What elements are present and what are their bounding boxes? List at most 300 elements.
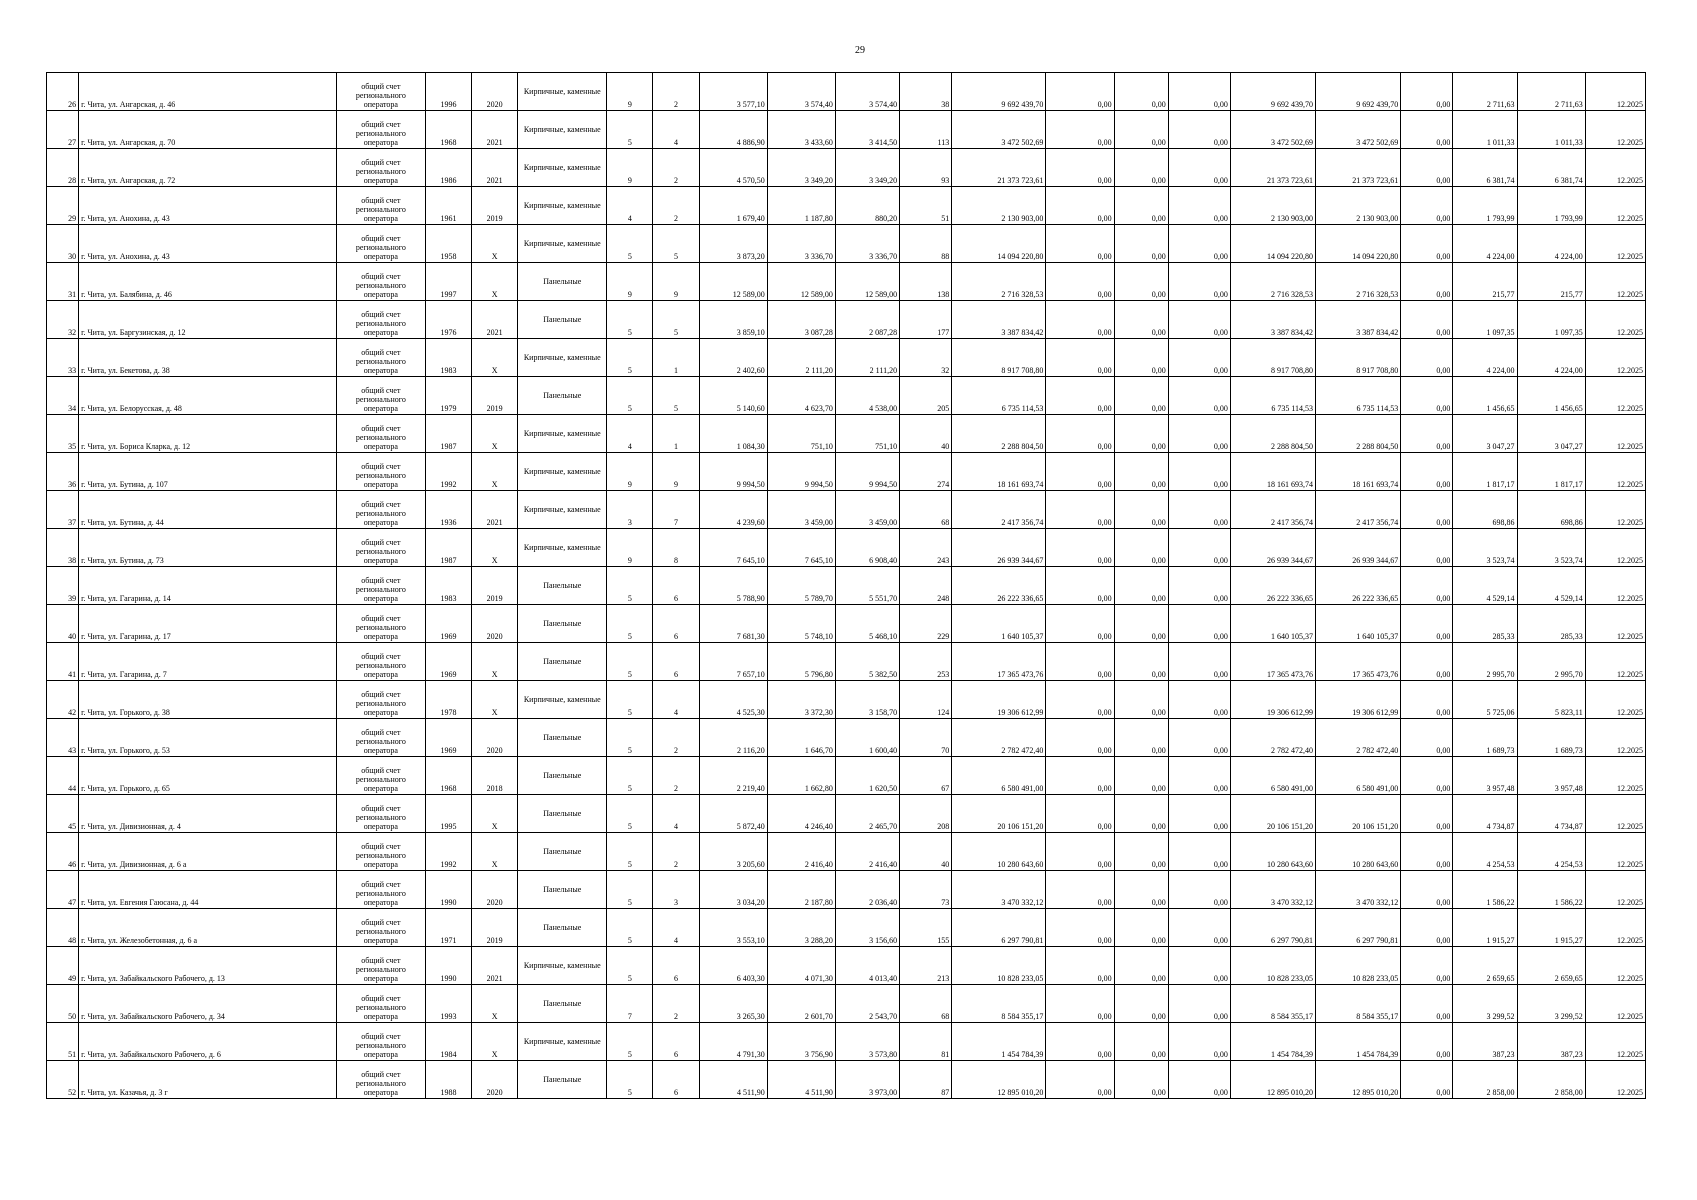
cell-other-funds: 0,00: [1401, 529, 1453, 567]
cell-other-funds: 0,00: [1401, 909, 1453, 947]
cell-residents: 274: [900, 453, 952, 491]
cell-other-funds: 0,00: [1401, 567, 1453, 605]
cell-entrances: 2: [653, 73, 699, 111]
cell-floors: 5: [607, 833, 653, 871]
cell-total-cost: 26 222 336,65: [952, 567, 1046, 605]
cell-row-number: 40: [47, 605, 79, 643]
cell-year-built: 1996: [425, 73, 471, 111]
cell-unit-cost: 4 734,87: [1453, 795, 1517, 833]
cell-owned-area: 3 574,40: [835, 73, 899, 111]
cell-owners-funds: 6 735 114,53: [1230, 377, 1315, 415]
cell-total-area: 3 859,10: [699, 301, 767, 339]
cell-owners-funds: 2 716 328,53: [1230, 263, 1315, 301]
cell-entrances: 4: [653, 111, 699, 149]
table-row: [47, 605, 1646, 643]
cell-entrances: 6: [653, 567, 699, 605]
cell-owned-area: 3 459,00: [835, 491, 899, 529]
cell-deadline: 12.2025: [1585, 643, 1645, 681]
cell-other-funds: 0,00: [1401, 339, 1453, 377]
cell-address: г. Чита, ул. Балябина, д. 46: [79, 263, 337, 301]
cell-max-unit-cost: 3 047,27: [1517, 415, 1585, 453]
cell-floors: 5: [607, 947, 653, 985]
cell-floors: 4: [607, 187, 653, 225]
cell-account-type: общий счет регионального оператора: [336, 377, 425, 415]
cell-other-funds: 0,00: [1401, 73, 1453, 111]
cell-total-area: 2 116,20: [699, 719, 767, 757]
cell-owners-funds: 17 365 473,76: [1230, 643, 1315, 681]
cell-owners-funds-total: 6 297 790,81: [1316, 909, 1401, 947]
cell-floors: 5: [607, 339, 653, 377]
cell-address: г. Чита, ул. Казачья, д. 3 г: [79, 1061, 337, 1099]
cell-fund-regional: 0,00: [1114, 719, 1168, 757]
cell-address: г. Чита, ул. Гагарина, д. 17: [79, 605, 337, 643]
cell-residents: 40: [900, 833, 952, 871]
cell-deadline: 12.2025: [1585, 491, 1645, 529]
cell-max-unit-cost: 2 995,70: [1517, 643, 1585, 681]
cell-residents: 93: [900, 149, 952, 187]
cell-wall-material: Кирпичные, каменные: [518, 111, 607, 149]
table-body: [47, 73, 1646, 1099]
cell-year-built: 1995: [425, 795, 471, 833]
cell-max-unit-cost: 1 793,99: [1517, 187, 1585, 225]
cell-floors: 5: [607, 757, 653, 795]
cell-wall-material: Панельные: [518, 757, 607, 795]
cell-account-type: общий счет регионального оператора: [336, 263, 425, 301]
cell-total-area: 4 886,90: [699, 111, 767, 149]
cell-owners-funds-total: 2 288 804,50: [1316, 415, 1401, 453]
table-row: [47, 871, 1646, 909]
cell-residents: 124: [900, 681, 952, 719]
cell-owners-funds: 2 417 356,74: [1230, 491, 1315, 529]
cell-address: г. Чита, ул. Анохина, д. 43: [79, 225, 337, 263]
cell-year-repair: X: [472, 415, 518, 453]
cell-year-repair: 2020: [472, 73, 518, 111]
cell-owned-area: 3 349,20: [835, 149, 899, 187]
cell-fund-federal: 0,00: [1046, 947, 1114, 985]
cell-entrances: 6: [653, 1061, 699, 1099]
cell-max-unit-cost: 1 915,27: [1517, 909, 1585, 947]
cell-row-number: 47: [47, 871, 79, 909]
cell-owners-funds-total: 3 470 332,12: [1316, 871, 1401, 909]
cell-fund-local: 0,00: [1168, 111, 1230, 149]
cell-max-unit-cost: 4 529,14: [1517, 567, 1585, 605]
cell-address: г. Чита, ул. Бекетова, д. 38: [79, 339, 337, 377]
cell-owners-funds-total: 3 472 502,69: [1316, 111, 1401, 149]
cell-max-unit-cost: 3 523,74: [1517, 529, 1585, 567]
cell-unit-cost: 1 586,22: [1453, 871, 1517, 909]
cell-row-number: 31: [47, 263, 79, 301]
cell-deadline: 12.2025: [1585, 871, 1645, 909]
cell-wall-material: Кирпичные, каменные: [518, 149, 607, 187]
cell-owned-area: 5 382,50: [835, 643, 899, 681]
cell-row-number: 48: [47, 909, 79, 947]
cell-address: г. Чита, ул. Горького, д. 53: [79, 719, 337, 757]
cell-residential-area: 1 662,80: [767, 757, 835, 795]
cell-owned-area: 1 600,40: [835, 719, 899, 757]
cell-address: г. Чита, ул. Белорусская, д. 48: [79, 377, 337, 415]
cell-total-cost: 8 584 355,17: [952, 985, 1046, 1023]
cell-fund-local: 0,00: [1168, 833, 1230, 871]
cell-residents: 68: [900, 985, 952, 1023]
cell-owners-funds-total: 18 161 693,74: [1316, 453, 1401, 491]
cell-owners-funds-total: 8 584 355,17: [1316, 985, 1401, 1023]
cell-owners-funds: 12 895 010,20: [1230, 1061, 1315, 1099]
cell-unit-cost: 3 957,48: [1453, 757, 1517, 795]
cell-unit-cost: 215,77: [1453, 263, 1517, 301]
cell-unit-cost: 3 523,74: [1453, 529, 1517, 567]
cell-account-type: общий счет регионального оператора: [336, 149, 425, 187]
cell-max-unit-cost: 2 659,65: [1517, 947, 1585, 985]
cell-year-repair: 2018: [472, 757, 518, 795]
cell-fund-regional: 0,00: [1114, 1023, 1168, 1061]
cell-total-cost: 14 094 220,80: [952, 225, 1046, 263]
cell-floors: 5: [607, 681, 653, 719]
cell-fund-regional: 0,00: [1114, 795, 1168, 833]
page-number: 29: [855, 45, 865, 56]
cell-floors: 5: [607, 643, 653, 681]
cell-year-repair: 2019: [472, 909, 518, 947]
cell-year-built: 1976: [425, 301, 471, 339]
cell-floors: 5: [607, 301, 653, 339]
cell-total-area: 9 994,50: [699, 453, 767, 491]
cell-address: г. Чита, ул. Забайкальского Рабочего, д. 34: [79, 985, 337, 1023]
cell-account-type: общий счет регионального оператора: [336, 1023, 425, 1061]
cell-fund-federal: 0,00: [1046, 681, 1114, 719]
cell-account-type: общий счет регионального оператора: [336, 339, 425, 377]
cell-wall-material: Кирпичные, каменные: [518, 453, 607, 491]
cell-fund-federal: 0,00: [1046, 187, 1114, 225]
cell-address: г. Чита, ул. Железобетонная, д. 6 а: [79, 909, 337, 947]
cell-residential-area: 4 246,40: [767, 795, 835, 833]
cell-owners-funds: 8 917 708,80: [1230, 339, 1315, 377]
cell-owned-area: 5 551,70: [835, 567, 899, 605]
cell-unit-cost: 1 097,35: [1453, 301, 1517, 339]
cell-year-built: 1978: [425, 681, 471, 719]
cell-total-area: 5 140,60: [699, 377, 767, 415]
cell-year-built: 1968: [425, 111, 471, 149]
cell-owners-funds-total: 2 130 903,00: [1316, 187, 1401, 225]
cell-wall-material: Панельные: [518, 567, 607, 605]
cell-owners-funds-total: 20 106 151,20: [1316, 795, 1401, 833]
cell-account-type: общий счет регионального оператора: [336, 301, 425, 339]
cell-row-number: 33: [47, 339, 79, 377]
cell-total-cost: 3 387 834,42: [952, 301, 1046, 339]
cell-floors: 5: [607, 1061, 653, 1099]
cell-fund-federal: 0,00: [1046, 833, 1114, 871]
cell-year-built: 1983: [425, 567, 471, 605]
cell-year-built: 1997: [425, 263, 471, 301]
cell-unit-cost: 698,86: [1453, 491, 1517, 529]
cell-fund-federal: 0,00: [1046, 605, 1114, 643]
cell-other-funds: 0,00: [1401, 719, 1453, 757]
cell-entrances: 5: [653, 301, 699, 339]
cell-residents: 208: [900, 795, 952, 833]
cell-owned-area: 6 908,40: [835, 529, 899, 567]
cell-owners-funds: 1 640 105,37: [1230, 605, 1315, 643]
cell-entrances: 9: [653, 453, 699, 491]
table-row: [47, 339, 1646, 377]
cell-entrances: 1: [653, 339, 699, 377]
cell-row-number: 29: [47, 187, 79, 225]
cell-owned-area: 3 156,60: [835, 909, 899, 947]
cell-fund-federal: 0,00: [1046, 377, 1114, 415]
cell-row-number: 27: [47, 111, 79, 149]
cell-total-cost: 2 130 903,00: [952, 187, 1046, 225]
cell-residential-area: 5 789,70: [767, 567, 835, 605]
cell-wall-material: Панельные: [518, 263, 607, 301]
cell-owners-funds-total: 14 094 220,80: [1316, 225, 1401, 263]
cell-residential-area: 2 187,80: [767, 871, 835, 909]
cell-other-funds: 0,00: [1401, 871, 1453, 909]
cell-fund-local: 0,00: [1168, 1061, 1230, 1099]
cell-other-funds: 0,00: [1401, 225, 1453, 263]
cell-fund-regional: 0,00: [1114, 871, 1168, 909]
cell-total-area: 4 511,90: [699, 1061, 767, 1099]
cell-year-repair: 2021: [472, 947, 518, 985]
cell-other-funds: 0,00: [1401, 985, 1453, 1023]
cell-deadline: 12.2025: [1585, 453, 1645, 491]
cell-year-repair: X: [472, 643, 518, 681]
cell-account-type: общий счет регионального оператора: [336, 73, 425, 111]
cell-entrances: 5: [653, 377, 699, 415]
cell-entrances: 2: [653, 187, 699, 225]
cell-row-number: 52: [47, 1061, 79, 1099]
cell-unit-cost: 4 254,53: [1453, 833, 1517, 871]
cell-owned-area: 3 158,70: [835, 681, 899, 719]
cell-fund-federal: 0,00: [1046, 529, 1114, 567]
cell-account-type: общий счет регионального оператора: [336, 415, 425, 453]
cell-residential-area: 4 071,30: [767, 947, 835, 985]
cell-deadline: 12.2025: [1585, 339, 1645, 377]
cell-fund-federal: 0,00: [1046, 225, 1114, 263]
cell-account-type: общий счет регионального оператора: [336, 225, 425, 263]
cell-fund-regional: 0,00: [1114, 909, 1168, 947]
cell-fund-regional: 0,00: [1114, 1061, 1168, 1099]
cell-fund-regional: 0,00: [1114, 453, 1168, 491]
cell-fund-regional: 0,00: [1114, 985, 1168, 1023]
cell-fund-local: 0,00: [1168, 909, 1230, 947]
cell-total-cost: 3 472 502,69: [952, 111, 1046, 149]
cell-year-repair: 2021: [472, 301, 518, 339]
cell-address: г. Чита, ул. Дивизионная, д. 6 а: [79, 833, 337, 871]
cell-residents: 205: [900, 377, 952, 415]
cell-fund-local: 0,00: [1168, 871, 1230, 909]
cell-floors: 5: [607, 377, 653, 415]
cell-fund-federal: 0,00: [1046, 1023, 1114, 1061]
cell-row-number: 51: [47, 1023, 79, 1061]
cell-fund-regional: 0,00: [1114, 491, 1168, 529]
cell-row-number: 41: [47, 643, 79, 681]
cell-residents: 88: [900, 225, 952, 263]
cell-owned-area: 880,20: [835, 187, 899, 225]
cell-year-built: 1992: [425, 833, 471, 871]
cell-other-funds: 0,00: [1401, 415, 1453, 453]
cell-other-funds: 0,00: [1401, 491, 1453, 529]
cell-residential-area: 3 756,90: [767, 1023, 835, 1061]
cell-fund-local: 0,00: [1168, 453, 1230, 491]
cell-address: г. Чита, ул. Ангарская, д. 46: [79, 73, 337, 111]
cell-year-built: 1968: [425, 757, 471, 795]
cell-owned-area: 751,10: [835, 415, 899, 453]
cell-total-area: 7 645,10: [699, 529, 767, 567]
cell-max-unit-cost: 4 254,53: [1517, 833, 1585, 871]
cell-total-area: 5 788,90: [699, 567, 767, 605]
cell-total-area: 1 679,40: [699, 187, 767, 225]
cell-unit-cost: 5 725,06: [1453, 681, 1517, 719]
cell-year-built: 1969: [425, 643, 471, 681]
cell-fund-federal: 0,00: [1046, 757, 1114, 795]
cell-total-area: 7 657,10: [699, 643, 767, 681]
cell-year-repair: X: [472, 263, 518, 301]
table-row: [47, 643, 1646, 681]
cell-fund-local: 0,00: [1168, 415, 1230, 453]
cell-deadline: 12.2025: [1585, 111, 1645, 149]
cell-residential-area: 2 111,20: [767, 339, 835, 377]
cell-owners-funds-total: 17 365 473,76: [1316, 643, 1401, 681]
cell-residents: 32: [900, 339, 952, 377]
cell-max-unit-cost: 698,86: [1517, 491, 1585, 529]
cell-floors: 9: [607, 263, 653, 301]
cell-floors: 5: [607, 111, 653, 149]
cell-wall-material: Кирпичные, каменные: [518, 339, 607, 377]
cell-deadline: 12.2025: [1585, 415, 1645, 453]
cell-wall-material: Панельные: [518, 909, 607, 947]
cell-fund-federal: 0,00: [1046, 985, 1114, 1023]
cell-wall-material: Панельные: [518, 795, 607, 833]
cell-unit-cost: 285,33: [1453, 605, 1517, 643]
cell-other-funds: 0,00: [1401, 263, 1453, 301]
cell-wall-material: Панельные: [518, 643, 607, 681]
cell-address: г. Чита, ул. Евгения Гаюсана, д. 44: [79, 871, 337, 909]
cell-account-type: общий счет регионального оператора: [336, 909, 425, 947]
cell-account-type: общий счет регионального оператора: [336, 757, 425, 795]
cell-total-cost: 12 895 010,20: [952, 1061, 1046, 1099]
cell-row-number: 39: [47, 567, 79, 605]
cell-residents: 51: [900, 187, 952, 225]
cell-fund-regional: 0,00: [1114, 681, 1168, 719]
cell-entrances: 2: [653, 719, 699, 757]
cell-owned-area: 3 414,50: [835, 111, 899, 149]
cell-address: г. Чита, ул. Забайкальского Рабочего, д. 6: [79, 1023, 337, 1061]
cell-owners-funds-total: 6 580 491,00: [1316, 757, 1401, 795]
cell-year-built: 1971: [425, 909, 471, 947]
cell-deadline: 12.2025: [1585, 263, 1645, 301]
cell-floors: 4: [607, 415, 653, 453]
cell-row-number: 46: [47, 833, 79, 871]
table-row: [47, 833, 1646, 871]
cell-account-type: общий счет регионального оператора: [336, 567, 425, 605]
cell-owners-funds-total: 1 640 105,37: [1316, 605, 1401, 643]
cell-year-built: 1987: [425, 415, 471, 453]
cell-owners-funds: 1 454 784,39: [1230, 1023, 1315, 1061]
cell-total-cost: 20 106 151,20: [952, 795, 1046, 833]
cell-account-type: общий счет регионального оператора: [336, 453, 425, 491]
cell-max-unit-cost: 1 011,33: [1517, 111, 1585, 149]
cell-total-area: 4 525,30: [699, 681, 767, 719]
cell-fund-local: 0,00: [1168, 149, 1230, 187]
cell-owned-area: 2 036,40: [835, 871, 899, 909]
cell-year-built: 1983: [425, 339, 471, 377]
cell-row-number: 50: [47, 985, 79, 1023]
cell-owners-funds: 2 130 903,00: [1230, 187, 1315, 225]
cell-wall-material: Кирпичные, каменные: [518, 947, 607, 985]
cell-year-built: 1986: [425, 149, 471, 187]
cell-other-funds: 0,00: [1401, 681, 1453, 719]
cell-floors: 5: [607, 871, 653, 909]
cell-fund-regional: 0,00: [1114, 415, 1168, 453]
cell-deadline: 12.2025: [1585, 833, 1645, 871]
cell-max-unit-cost: 1 817,17: [1517, 453, 1585, 491]
cell-total-cost: 1 640 105,37: [952, 605, 1046, 643]
cell-max-unit-cost: 6 381,74: [1517, 149, 1585, 187]
cell-account-type: общий счет регионального оператора: [336, 871, 425, 909]
cell-other-funds: 0,00: [1401, 643, 1453, 681]
cell-max-unit-cost: 285,33: [1517, 605, 1585, 643]
cell-fund-regional: 0,00: [1114, 567, 1168, 605]
cell-floors: 5: [607, 605, 653, 643]
cell-total-area: 3 873,20: [699, 225, 767, 263]
table-row: [47, 985, 1646, 1023]
cell-wall-material: Кирпичные, каменные: [518, 1023, 607, 1061]
cell-residential-area: 3 372,30: [767, 681, 835, 719]
cell-wall-material: Кирпичные, каменные: [518, 415, 607, 453]
cell-total-area: 3 265,30: [699, 985, 767, 1023]
cell-unit-cost: 3 047,27: [1453, 415, 1517, 453]
cell-residential-area: 5 748,10: [767, 605, 835, 643]
cell-entrances: 3: [653, 871, 699, 909]
cell-address: г. Чита, ул. Бутина, д. 107: [79, 453, 337, 491]
cell-total-cost: 19 306 612,99: [952, 681, 1046, 719]
cell-year-built: 1979: [425, 377, 471, 415]
cell-residents: 70: [900, 719, 952, 757]
cell-year-repair: 2020: [472, 605, 518, 643]
cell-fund-regional: 0,00: [1114, 263, 1168, 301]
cell-residential-area: 3 459,00: [767, 491, 835, 529]
cell-total-cost: 2 288 804,50: [952, 415, 1046, 453]
cell-address: г. Чита, ул. Горького, д. 65: [79, 757, 337, 795]
cell-residents: 87: [900, 1061, 952, 1099]
cell-fund-regional: 0,00: [1114, 605, 1168, 643]
cell-fund-local: 0,00: [1168, 681, 1230, 719]
cell-wall-material: Кирпичные, каменные: [518, 73, 607, 111]
cell-owners-funds-total: 6 735 114,53: [1316, 377, 1401, 415]
cell-fund-local: 0,00: [1168, 719, 1230, 757]
table-row: [47, 529, 1646, 567]
cell-residents: 248: [900, 567, 952, 605]
cell-other-funds: 0,00: [1401, 453, 1453, 491]
table-row: [47, 795, 1646, 833]
table-row: [47, 453, 1646, 491]
cell-year-built: 1993: [425, 985, 471, 1023]
cell-year-repair: 2019: [472, 187, 518, 225]
cell-owners-funds: 2 288 804,50: [1230, 415, 1315, 453]
cell-account-type: общий счет регионального оператора: [336, 681, 425, 719]
cell-deadline: 12.2025: [1585, 795, 1645, 833]
cell-wall-material: Панельные: [518, 301, 607, 339]
cell-fund-regional: 0,00: [1114, 225, 1168, 263]
cell-year-repair: X: [472, 1023, 518, 1061]
cell-year-repair: X: [472, 833, 518, 871]
cell-year-built: 1969: [425, 605, 471, 643]
cell-year-repair: 2020: [472, 1061, 518, 1099]
cell-fund-federal: 0,00: [1046, 453, 1114, 491]
cell-fund-local: 0,00: [1168, 377, 1230, 415]
cell-floors: 5: [607, 1023, 653, 1061]
table-row: [47, 187, 1646, 225]
cell-max-unit-cost: 215,77: [1517, 263, 1585, 301]
cell-owned-area: 2 416,40: [835, 833, 899, 871]
cell-residents: 73: [900, 871, 952, 909]
